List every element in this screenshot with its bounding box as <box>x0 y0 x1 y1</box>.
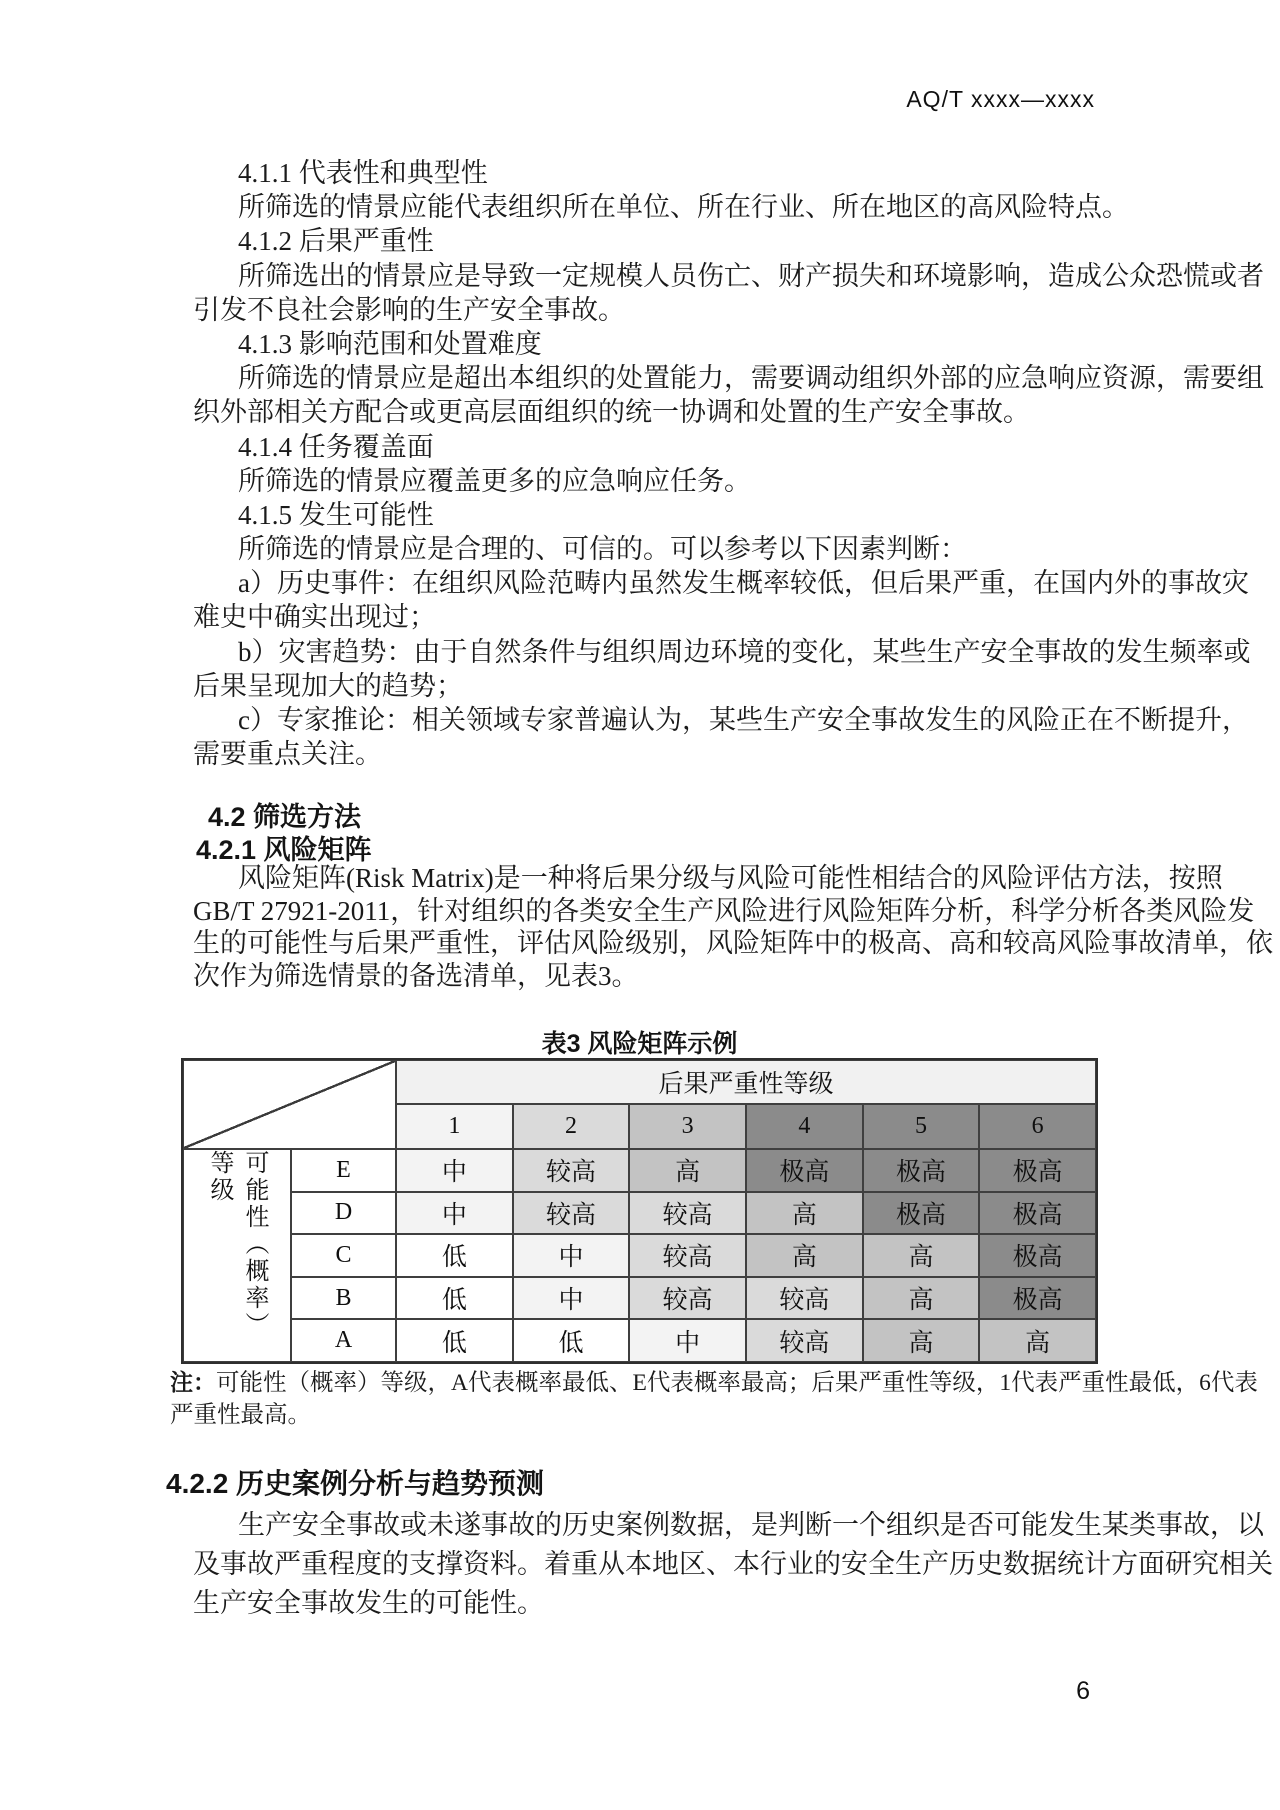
severity-level-header: 5 <box>863 1104 980 1149</box>
text-line: 引发不良社会影响的生产安全事故。 <box>193 294 625 325</box>
risk-cell: 低 <box>513 1319 630 1362</box>
text-line: c）专家推论：相关领域专家普遍认为，某些生产安全事故发生的风险正在不断提升， <box>238 705 1249 735</box>
likelihood-letter: C <box>291 1234 396 1277</box>
text-line: a）历史事件：在组织风险范畴内虽然发生概率较低，但后果严重，在国内外的事故灾 <box>238 568 1249 599</box>
risk-matrix-paragraph <box>193 862 1273 992</box>
risk-cell: 极高 <box>979 1149 1096 1192</box>
likelihood-letter: A <box>291 1319 396 1362</box>
text-line: 所筛选的情景应是超出本组织的处置能力，需要调动组织外部的应急响应资源，需要组 <box>238 363 1264 394</box>
text-line: 4.1.2 后果严重性 <box>238 226 434 257</box>
risk-cell: 极高 <box>863 1149 980 1192</box>
text-line: 4.1.4 任务覆盖面 <box>238 431 434 462</box>
history-paragraph <box>193 1506 1273 1623</box>
risk-cell: 中 <box>513 1234 630 1277</box>
note-text-1: 可能性（概率）等级，A代表概率最低、E代表概率最高；后果严重性等级，1代表严重性最低，6代表 <box>216 1370 1258 1396</box>
risk-cell: 中 <box>629 1319 746 1362</box>
text-line: 4.1.3 影响范围和处置难度 <box>238 328 542 359</box>
text-line: 生产安全事故或未遂事故的历史案例数据，是判断一个组织是否可能发生某类事故，以 <box>238 1510 1264 1540</box>
likelihood-letter: E <box>291 1149 396 1192</box>
text-line: 4.1.1 代表性和典型性 <box>238 158 488 188</box>
text-line: 及事故严重程度的支撑资料。着重从本地区、本行业的安全生产历史数据统计方面研究相关 <box>193 1549 1273 1579</box>
risk-cell: 较高 <box>746 1319 863 1362</box>
text-line: 次作为筛选情景的备选清单，见表3。 <box>193 960 639 991</box>
severity-level-header: 1 <box>396 1104 513 1149</box>
risk-cell: 极高 <box>863 1192 980 1235</box>
text-line: 后果呈现加大的趋势； <box>193 670 463 701</box>
text-line: 风险矩阵(Risk Matrix)是一种将后果分级与风险可能性相结合的风险评估方法，按照 <box>238 863 1223 893</box>
risk-cell: 高 <box>746 1234 863 1277</box>
risk-cell: 较高 <box>513 1149 630 1192</box>
risk-cell: 较高 <box>629 1234 746 1277</box>
text-line: 需要重点关注。 <box>193 739 382 770</box>
likelihood-letter: B <box>291 1277 396 1320</box>
document-code-header: AQ/T xxxx—xxxx <box>906 86 1095 112</box>
text-line: 生的可能性与后果严重性，评估风险级别，风险矩阵中的极高、高和较高风险事故清单，依 <box>193 928 1273 958</box>
risk-cell: 极高 <box>746 1149 863 1192</box>
risk-cell: 高 <box>863 1319 980 1362</box>
risk-cell: 极高 <box>979 1192 1096 1235</box>
likelihood-group-header: 可能性（概率）等级 <box>183 1149 291 1362</box>
risk-cell: 中 <box>513 1277 630 1320</box>
section-heading-4-2-1: 4.2.1 风险矩阵 <box>196 835 372 865</box>
risk-cell: 高 <box>746 1192 863 1235</box>
section-heading-4-2: 4.2 筛选方法 <box>208 802 362 832</box>
clauses-block <box>193 156 1264 771</box>
severity-level-header: 4 <box>746 1104 863 1149</box>
risk-cell: 中 <box>396 1149 513 1192</box>
risk-cell: 较高 <box>629 1277 746 1320</box>
text-line: 所筛选的情景应能代表组织所在单位、所在行业、所在地区的高风险特点。 <box>238 192 1129 223</box>
risk-cell: 极高 <box>979 1277 1096 1320</box>
text-line: 所筛选出的情景应是导致一定规模人员伤亡、财产损失和环境影响，造成公众恐慌或者 <box>238 260 1264 291</box>
severity-level-header: 2 <box>513 1104 630 1149</box>
corner-diagonal-cell <box>183 1060 396 1149</box>
severity-group-header: 后果严重性等级 <box>396 1060 1096 1104</box>
table-note <box>170 1366 1258 1432</box>
text-line: 所筛选的情景应是合理的、可信的。可以参考以下因素判断： <box>238 534 967 565</box>
text-line: 生产安全事故发生的可能性。 <box>193 1588 544 1618</box>
risk-cell: 低 <box>396 1319 513 1362</box>
text-line: 织外部相关方配合或更高层面组织的统一协调和处置的生产安全事故。 <box>193 397 1030 428</box>
severity-level-header: 3 <box>629 1104 746 1149</box>
table-note-line2: 严重性最高。 <box>170 1402 311 1428</box>
table-note-line1 <box>170 1366 1258 1399</box>
likelihood-letter: D <box>291 1192 396 1235</box>
risk-cell: 高 <box>979 1319 1096 1362</box>
risk-cell: 较高 <box>513 1192 630 1235</box>
risk-cell: 高 <box>629 1149 746 1192</box>
risk-cell: 低 <box>396 1277 513 1320</box>
page-number: 6 <box>1076 1677 1090 1705</box>
table-caption: 表3 风险矩阵示例 <box>541 1030 738 1058</box>
text-line: GB/T 27921-2011，针对组织的各类安全生产风险进行风险矩阵分析，科学分析各类风险发 <box>193 895 1255 926</box>
risk-cell: 低 <box>396 1234 513 1277</box>
severity-level-header: 6 <box>979 1104 1096 1149</box>
risk-matrix-table <box>181 1058 1098 1364</box>
risk-cell: 极高 <box>979 1234 1096 1277</box>
risk-cell: 中 <box>396 1192 513 1235</box>
text-line: 难史中确实出现过； <box>193 602 436 633</box>
text-line: 4.1.5 发生可能性 <box>238 499 434 530</box>
text-line: 所筛选的情景应覆盖更多的应急响应任务。 <box>238 465 751 496</box>
section-heading-4-2-2: 4.2.2 历史案例分析与趋势预测 <box>166 1468 545 1499</box>
risk-cell: 较高 <box>629 1192 746 1235</box>
risk-cell: 高 <box>863 1234 980 1277</box>
text-line: b）灾害趋势：由于自然条件与组织周边环境的变化，某些生产安全事故的发生频率或 <box>238 636 1251 667</box>
risk-cell: 较高 <box>746 1277 863 1320</box>
note-label: 注： <box>170 1369 216 1395</box>
risk-cell: 高 <box>863 1277 980 1320</box>
